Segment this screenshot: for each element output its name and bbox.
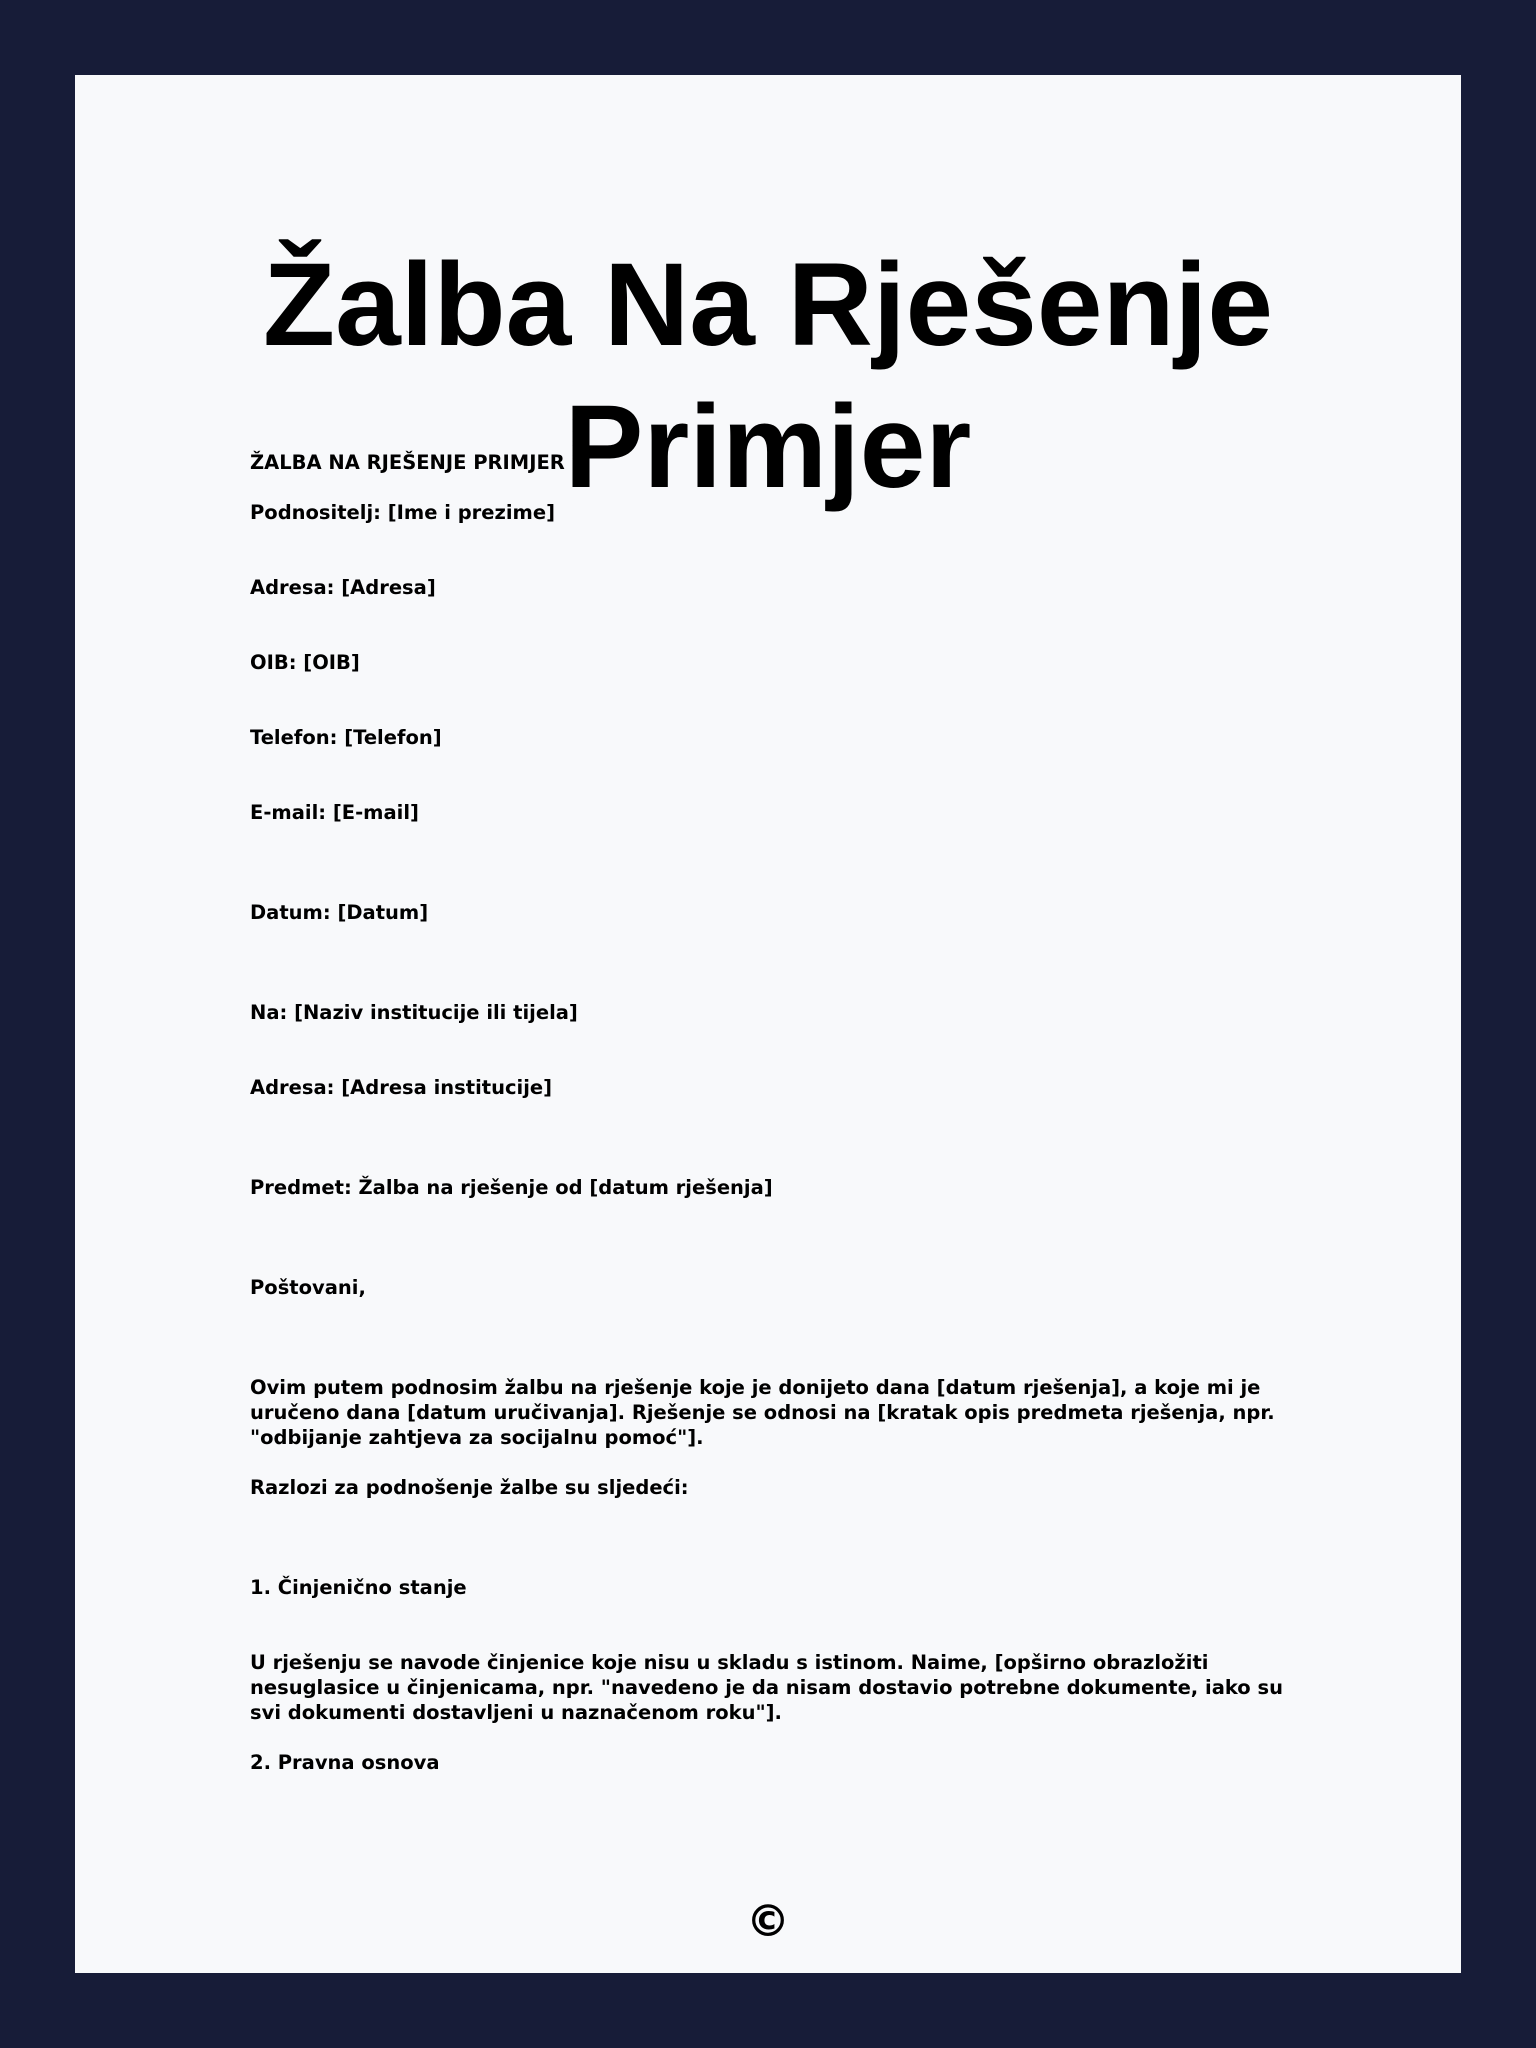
greeting-line: Poštovani, (250, 1276, 366, 1299)
section-2-title: 2. Pravna osnova (250, 1751, 440, 1774)
email-line: E-mail: [E-mail] (250, 801, 419, 824)
reasons-intro: Razlozi za podnošenje žalbe su sljedeći: (250, 1476, 689, 1499)
subject-line: Predmet: Žalba na rješenje od [datum rješenja] (250, 1176, 773, 1199)
copyright-icon: © (746, 1896, 790, 1947)
section-1-title: 1. Činjenično stanje (250, 1576, 467, 1599)
date-line: Datum: [Datum] (250, 901, 429, 924)
address-line: Adresa: [Adresa] (250, 576, 436, 599)
intro-paragraph: Ovim putem podnosim žalbu na rješenje koje je donijeto dana [datum rješenja], a koje mi je uručeno dana [datum uručivanja]. Rješenje se odnosi na [kratak opis predmeta rješenja, npr. "odbijanje zahtjeva za socijalnu pomoć"]. (250, 1376, 1275, 1449)
section-1-paragraph: U rješenju se navode činjenice koje nisu u skladu s istinom. Naime, [opširno obrazložiti nesuglasice u činjenicama, npr. "navedeno je da nisam dostavio potrebne dokumente, iako su svi dokumenti dostavljeni u naznačenom roku"]. (250, 1651, 1283, 1724)
recipient-line: Na: [Naziv institucije ili tijela] (250, 1001, 578, 1024)
document-heading: ŽALBA NA RJEŠENJE PRIMJER (250, 451, 565, 474)
phone-line: Telefon: [Telefon] (250, 726, 442, 749)
recipient-address-line: Adresa: [Adresa institucije] (250, 1076, 553, 1099)
oib-line: OIB: [OIB] (250, 651, 360, 674)
document-title: Žalba Na Rješenje Primjer (263, 239, 1273, 513)
document-page (75, 75, 1461, 1973)
applicant-line: Podnositelj: [Ime i prezime] (250, 501, 555, 524)
